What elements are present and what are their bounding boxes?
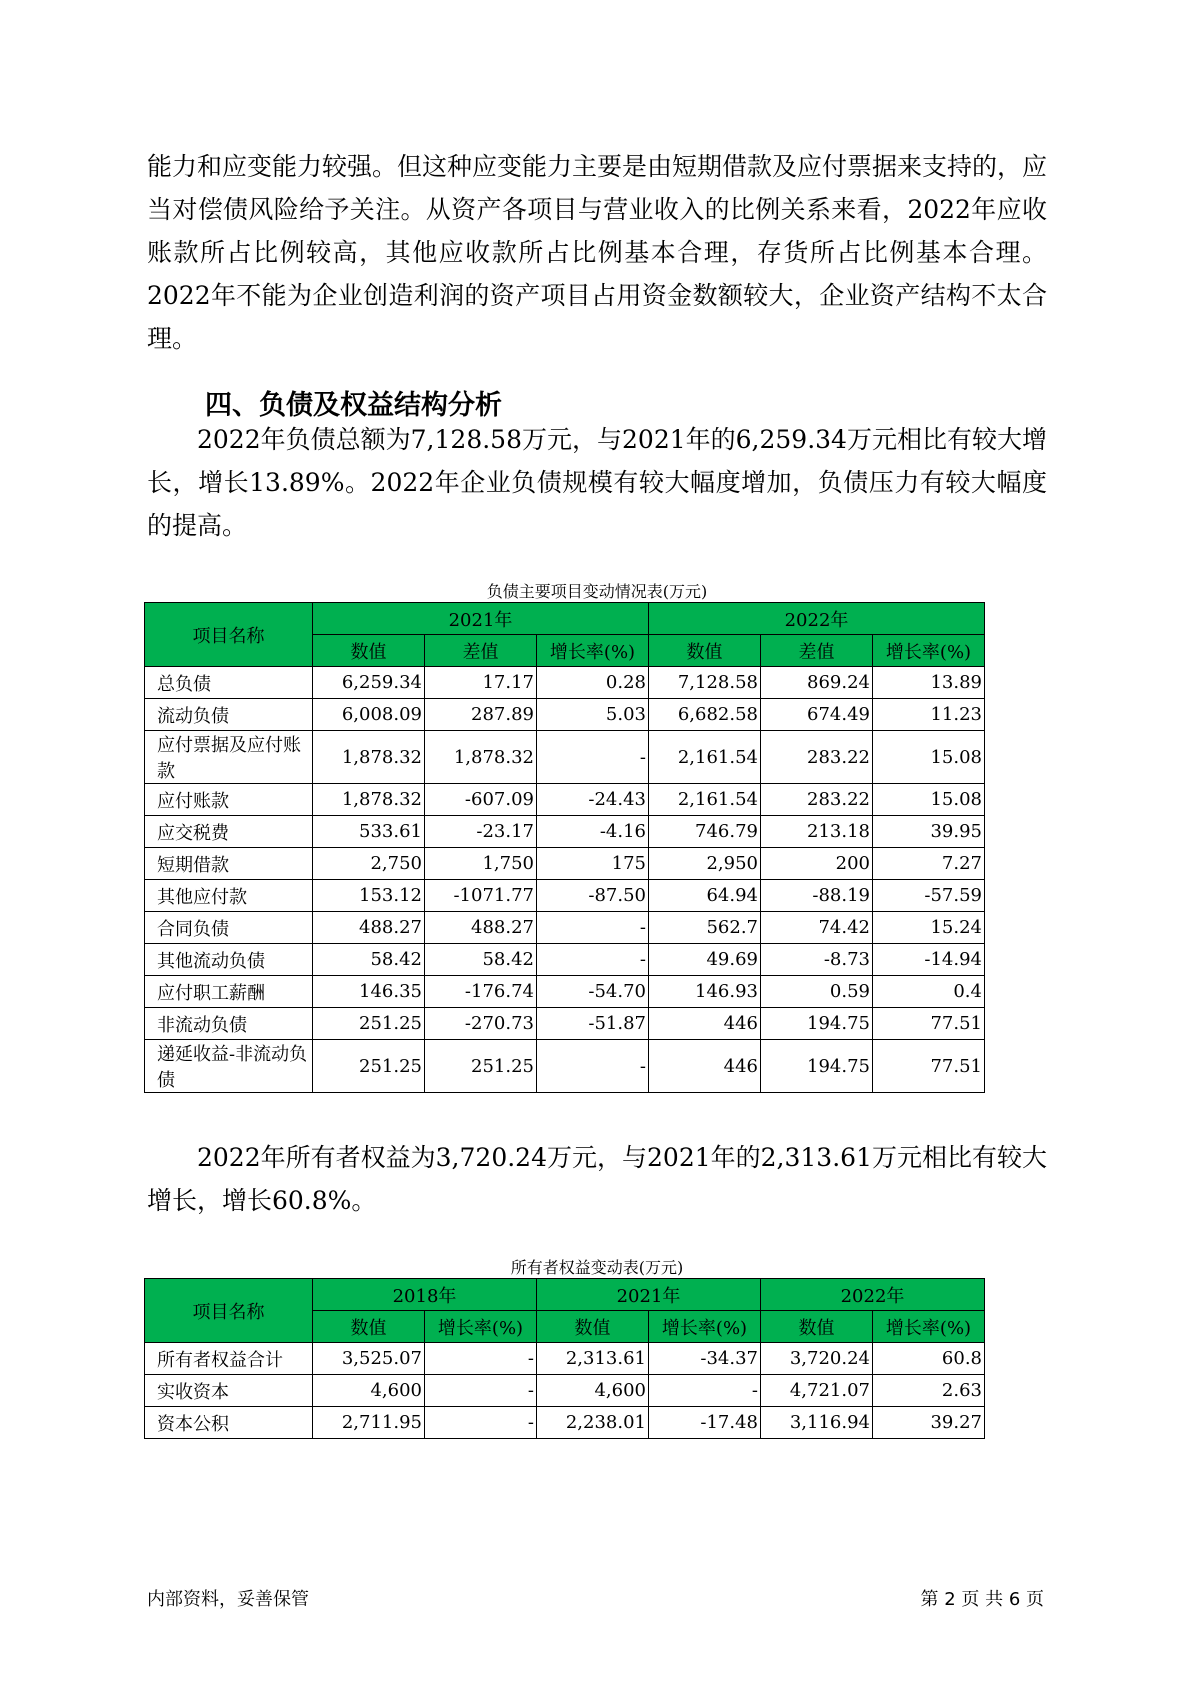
cell-a-val: 146.35 <box>313 976 425 1008</box>
cell-b-diff: 194.75 <box>761 1008 873 1040</box>
cell-a-val: 251.25 <box>313 1008 425 1040</box>
cell-a-diff: 488.27 <box>425 912 537 944</box>
row-item-name: 其他流动负债 <box>145 944 313 976</box>
cell-a-diff: -176.74 <box>425 976 537 1008</box>
subheader-rate: 增长率(%) <box>873 635 985 667</box>
cell-a-val: 153.12 <box>313 880 425 912</box>
cell-b-rate: 11.23 <box>873 699 985 731</box>
table-row <box>145 784 985 816</box>
subheader-value: 数值 <box>537 1311 649 1343</box>
cell-a-diff: 58.42 <box>425 944 537 976</box>
subheader-value: 数值 <box>313 1311 425 1343</box>
cell-c-val: 4,721.07 <box>761 1375 873 1407</box>
table2-caption: 所有者权益变动表(万元) <box>510 1258 684 1277</box>
cell-b-diff: -88.19 <box>761 880 873 912</box>
row-item-name: 短期借款 <box>145 848 313 880</box>
equity-paragraph <box>147 1136 1047 1222</box>
row-item-name: 应付票据及应付账款 <box>145 731 313 784</box>
cell-b-rate: -34.37 <box>649 1343 761 1375</box>
cell-b-diff: 674.49 <box>761 699 873 731</box>
cell-c-val: 3,720.24 <box>761 1343 873 1375</box>
row-item-name: 合同负债 <box>145 912 313 944</box>
cell-a-rate: 0.28 <box>537 667 649 699</box>
cell-b-val: 2,313.61 <box>537 1343 649 1375</box>
table-row <box>145 880 985 912</box>
row-item-name: 所有者权益合计 <box>145 1343 313 1375</box>
section-heading: 四、负债及权益结构分析 <box>205 390 502 421</box>
cell-b-val: 6,682.58 <box>649 699 761 731</box>
row-item-name: 其他应付款 <box>145 880 313 912</box>
cell-b-diff: 0.59 <box>761 976 873 1008</box>
cell-b-diff: 200 <box>761 848 873 880</box>
cell-b-val: 64.94 <box>649 880 761 912</box>
equity-text: 2022年所有者权益为3,720.24万元，与2021年的2,313.61万元相比有较大增长，增长60.8%。 <box>147 1143 1047 1215</box>
cell-a-val: 488.27 <box>313 912 425 944</box>
cell-b-val: 2,161.54 <box>649 784 761 816</box>
cell-b-val: 746.79 <box>649 816 761 848</box>
liabilities-table <box>144 602 985 1093</box>
table-row <box>145 1375 985 1407</box>
footer-confidential: 内部资料，妥善保管 <box>147 1589 309 1610</box>
row-item-name: 总负债 <box>145 667 313 699</box>
cell-c-rate: 2.63 <box>873 1375 985 1407</box>
subheader-diff: 差值 <box>425 635 537 667</box>
cell-a-diff: -270.73 <box>425 1008 537 1040</box>
cell-a-diff: 1,750 <box>425 848 537 880</box>
cell-c-val: 3,116.94 <box>761 1407 873 1439</box>
cell-b-rate: 77.51 <box>873 1040 985 1093</box>
footer-page-number: 第 2 页 共 6 页 <box>920 1589 1044 1610</box>
cell-b-val: 146.93 <box>649 976 761 1008</box>
cell-b-rate: 15.08 <box>873 731 985 784</box>
cell-a-val: 6,008.09 <box>313 699 425 731</box>
cell-a-rate: - <box>537 1040 649 1093</box>
intro-paragraph <box>147 145 1047 360</box>
cell-b-rate: -57.59 <box>873 880 985 912</box>
table-row <box>145 731 985 784</box>
cell-b-diff: 283.22 <box>761 731 873 784</box>
table1-caption: 负债主要项目变动情况表(万元) <box>486 582 708 601</box>
subheader-value: 数值 <box>761 1311 873 1343</box>
equity-table <box>144 1278 985 1439</box>
equity-table-body <box>145 1343 985 1439</box>
cell-b-rate: 77.51 <box>873 1008 985 1040</box>
subheader-rate: 增长率(%) <box>649 1311 761 1343</box>
cell-a-diff: -607.09 <box>425 784 537 816</box>
header-year-2021: 2021年 <box>537 1279 761 1311</box>
cell-a-val: 6,259.34 <box>313 667 425 699</box>
cell-a-rate: - <box>537 731 649 784</box>
cell-b-val: 446 <box>649 1040 761 1093</box>
debt-text: 2022年负债总额为7,128.58万元，与2021年的6,259.34万元相比有较大增长，增长13.89%。2022年企业负债规模有较大幅度增加，负债压力有较大幅度的提高。 <box>147 425 1047 540</box>
table-row <box>145 699 985 731</box>
row-item-name: 非流动负债 <box>145 1008 313 1040</box>
table-row <box>145 944 985 976</box>
cell-b-rate: - <box>649 1375 761 1407</box>
cell-a-rate: -24.43 <box>537 784 649 816</box>
cell-c-rate: 60.8 <box>873 1343 985 1375</box>
cell-b-val: 2,238.01 <box>537 1407 649 1439</box>
cell-a-rate: - <box>425 1407 537 1439</box>
header-year-2022: 2022年 <box>761 1279 985 1311</box>
header-year-2021: 2021年 <box>313 603 649 635</box>
row-item-name: 应交税费 <box>145 816 313 848</box>
table-row <box>145 667 985 699</box>
cell-a-diff: 287.89 <box>425 699 537 731</box>
header-year-2022: 2022年 <box>649 603 985 635</box>
cell-b-rate: -17.48 <box>649 1407 761 1439</box>
cell-a-rate: -51.87 <box>537 1008 649 1040</box>
cell-b-val: 49.69 <box>649 944 761 976</box>
cell-b-val: 4,600 <box>537 1375 649 1407</box>
table-row <box>145 1343 985 1375</box>
cell-b-diff: 213.18 <box>761 816 873 848</box>
cell-a-diff: -1071.77 <box>425 880 537 912</box>
intro-text: 能力和应变能力较强。但这种应变能力主要是由短期借款及应付票据来支持的，应当对偿债风险给予关注。从资产各项目与营业收入的比例关系来看，2022年应收账款所占比例较高，其他应收款所占比例基本合理，存货所占比例基本合理。2022年不能为企业创造利润的资产项目占用资金数额较大，企业资产结构不太合理。 <box>147 152 1048 353</box>
cell-a-rate: -87.50 <box>537 880 649 912</box>
cell-a-diff: 17.17 <box>425 667 537 699</box>
cell-b-diff: 194.75 <box>761 1040 873 1093</box>
subheader-rate: 增长率(%) <box>425 1311 537 1343</box>
subheader-value: 数值 <box>649 635 761 667</box>
cell-c-rate: 39.27 <box>873 1407 985 1439</box>
cell-b-val: 446 <box>649 1008 761 1040</box>
row-item-name: 资本公积 <box>145 1407 313 1439</box>
cell-b-rate: 15.08 <box>873 784 985 816</box>
cell-b-val: 2,950 <box>649 848 761 880</box>
cell-b-diff: -8.73 <box>761 944 873 976</box>
row-item-name: 递延收益-非流动负债 <box>145 1040 313 1093</box>
liabilities-table-body <box>145 667 985 1093</box>
header-item-name: 项目名称 <box>145 1279 313 1343</box>
cell-b-rate: 15.24 <box>873 912 985 944</box>
cell-a-rate: - <box>425 1375 537 1407</box>
subheader-value: 数值 <box>313 635 425 667</box>
cell-a-rate: 5.03 <box>537 699 649 731</box>
header-year-2018: 2018年 <box>313 1279 537 1311</box>
table-row <box>145 816 985 848</box>
subheader-rate: 增长率(%) <box>873 1311 985 1343</box>
cell-b-rate: -14.94 <box>873 944 985 976</box>
cell-b-diff: 869.24 <box>761 667 873 699</box>
cell-a-val: 533.61 <box>313 816 425 848</box>
cell-a-diff: 251.25 <box>425 1040 537 1093</box>
cell-a-val: 251.25 <box>313 1040 425 1093</box>
cell-a-diff: -23.17 <box>425 816 537 848</box>
cell-a-diff: 1,878.32 <box>425 731 537 784</box>
cell-a-val: 1,878.32 <box>313 784 425 816</box>
cell-b-rate: 7.27 <box>873 848 985 880</box>
cell-a-val: 3,525.07 <box>313 1343 425 1375</box>
cell-a-val: 58.42 <box>313 944 425 976</box>
table-row <box>145 1008 985 1040</box>
table-row <box>145 848 985 880</box>
cell-b-diff: 74.42 <box>761 912 873 944</box>
cell-b-rate: 0.4 <box>873 976 985 1008</box>
cell-a-val: 4,600 <box>313 1375 425 1407</box>
cell-a-rate: -4.16 <box>537 816 649 848</box>
cell-a-rate: -54.70 <box>537 976 649 1008</box>
debt-paragraph <box>147 418 1047 547</box>
row-item-name: 应付职工薪酬 <box>145 976 313 1008</box>
cell-a-rate: - <box>537 912 649 944</box>
cell-a-rate: 175 <box>537 848 649 880</box>
row-item-name: 实收资本 <box>145 1375 313 1407</box>
cell-b-val: 562.7 <box>649 912 761 944</box>
cell-b-rate: 39.95 <box>873 816 985 848</box>
table-row <box>145 1040 985 1093</box>
cell-a-rate: - <box>425 1343 537 1375</box>
cell-b-rate: 13.89 <box>873 667 985 699</box>
cell-a-val: 1,878.32 <box>313 731 425 784</box>
header-item-name: 项目名称 <box>145 603 313 667</box>
table-row <box>145 912 985 944</box>
cell-a-val: 2,750 <box>313 848 425 880</box>
subheader-diff: 差值 <box>761 635 873 667</box>
cell-a-val: 2,711.95 <box>313 1407 425 1439</box>
row-item-name: 流动负债 <box>145 699 313 731</box>
cell-a-rate: - <box>537 944 649 976</box>
table-row <box>145 1407 985 1439</box>
row-item-name: 应付账款 <box>145 784 313 816</box>
subheader-rate: 增长率(%) <box>537 635 649 667</box>
cell-b-val: 7,128.58 <box>649 667 761 699</box>
cell-b-diff: 283.22 <box>761 784 873 816</box>
cell-b-val: 2,161.54 <box>649 731 761 784</box>
table-row <box>145 976 985 1008</box>
